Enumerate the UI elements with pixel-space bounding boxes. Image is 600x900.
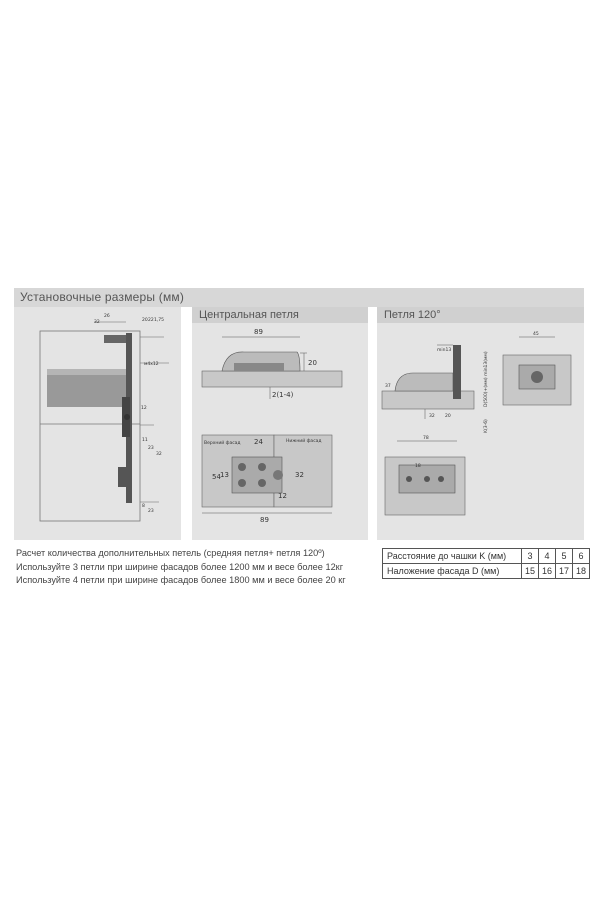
dim-23b: 23	[148, 509, 154, 514]
lower-facade-label: Нижний фасад	[286, 439, 322, 444]
dim-k: K(3-6)	[484, 419, 489, 433]
center-hinge-drawing	[192, 307, 368, 540]
dim-23: 23	[148, 446, 154, 451]
center-hinge-title: Центральная петля	[199, 309, 299, 321]
table-cell: 4	[539, 549, 556, 564]
row-label: Расстояние до чашки K (мм)	[383, 549, 522, 564]
dim-22: 22	[148, 318, 154, 323]
dim-78: 78	[423, 436, 429, 441]
table-cell: 18	[573, 564, 590, 579]
dim-13: 13	[220, 471, 229, 479]
dim-45: 45	[533, 332, 539, 337]
table-cell: 16	[539, 564, 556, 579]
dim-8: 8	[142, 504, 145, 509]
dim-54: 54	[212, 473, 221, 481]
hinge120-title: Петля 120°	[384, 309, 441, 321]
hinge120-drawing	[377, 307, 584, 540]
section-title: Установочные размеры (мм)	[20, 290, 185, 304]
dim-89: 89	[254, 328, 263, 336]
table-cell: 17	[556, 564, 573, 579]
table-cell: 5	[556, 549, 573, 564]
upper-facade-label: Верхний фасад	[204, 441, 241, 446]
dim-20: 20	[445, 414, 451, 419]
row-label: Наложение фасада D (мм)	[383, 564, 522, 579]
installation-drawing	[14, 307, 181, 540]
center-hinge-panel	[192, 307, 368, 540]
dim-12: 12	[141, 406, 147, 411]
dim-26: 26	[104, 314, 110, 319]
dim-175: 1,75	[154, 318, 165, 323]
table-cell: 15	[522, 564, 539, 579]
notes-block	[16, 547, 376, 588]
dim-32: 32	[94, 320, 100, 325]
installation-panel	[14, 307, 181, 540]
dim-18: 18	[415, 464, 421, 469]
dim-20: 20	[142, 318, 148, 323]
dim-24: 24	[254, 438, 263, 446]
dim-89b: 89	[260, 516, 269, 524]
note-line: Используйте 4 петли при ширине фасадов более 1800 мм и весе более 20 кг	[16, 575, 346, 585]
dim-m4: м4х12	[144, 362, 159, 367]
dim-32b: 32	[156, 452, 162, 457]
table-row	[383, 564, 590, 579]
dim-vertical: D(500)+(мм) min13(мм)	[484, 351, 489, 407]
dim-32: 32	[429, 414, 435, 419]
dim-min13: min13	[437, 348, 452, 353]
note-line: Расчет количества дополнительных петель (средняя петля+ петля 120º)	[16, 548, 325, 558]
dim-12: 12	[278, 492, 287, 500]
table-row	[383, 549, 590, 564]
dim-11: 11	[142, 438, 148, 443]
dim-gap: 2(1-4)	[272, 391, 294, 399]
table-cell: 6	[573, 549, 590, 564]
table-cell: 3	[522, 549, 539, 564]
dim-37: 37	[385, 384, 391, 389]
section-title-bar	[14, 288, 584, 307]
hinge120-panel	[377, 307, 584, 540]
k-d-table	[382, 548, 590, 579]
dim-20: 20	[308, 359, 317, 367]
dim-32: 32	[295, 471, 304, 479]
note-line: Используйте 3 петли при ширине фасадов более 1200 мм и весе более 12кг	[16, 561, 344, 572]
